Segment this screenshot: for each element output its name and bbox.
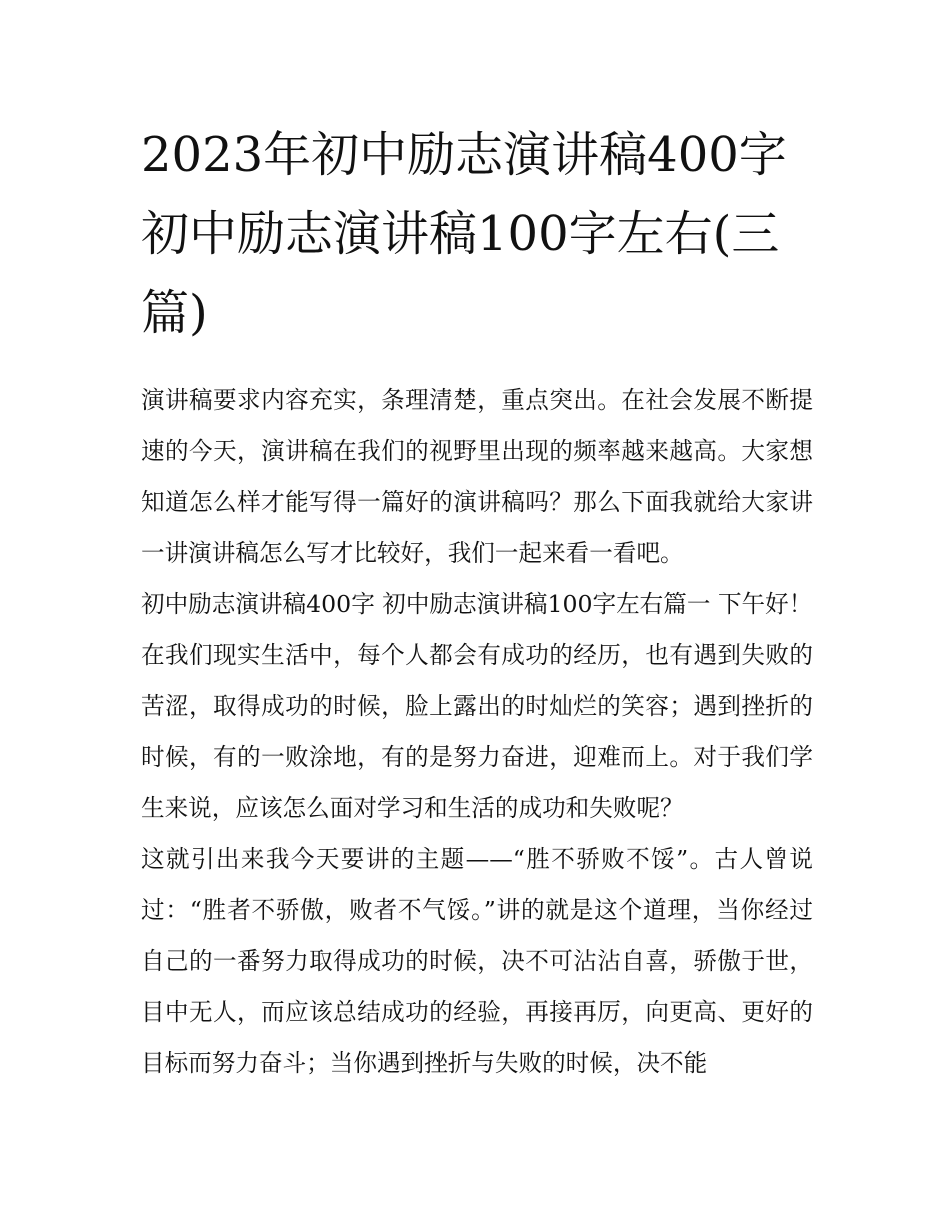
- document-content: [141, 116, 813, 1089]
- paragraph-intro: 演讲稿要求内容充实，条理清楚，重点突出。在社会发展不断提速的今天，演讲稿在我们的视野里出现的频率越来越高。大家想知道怎么样才能写得一篇好的演讲稿吗？那么下面我就给大家讲一讲演讲稿怎么写才比较好，我们一起来看一看吧。: [141, 386, 813, 567]
- paragraph-body-1: 在我们现实生活中，每个人都会有成功的经历，也有遇到失败的苦涩，取得成功的时候，脸上露出的时灿烂的笑容；遇到挫折的时候，有的一败涂地，有的是努力奋进，迎难而上。对于我们学生来说，应该怎么面对学习和生活的成功和失败呢？: [141, 641, 813, 822]
- paragraph-body-2: 这就引出来我今天要讲的主题——“胜不骄败不馁”。古人曾说过：“胜者不骄傲，败者不气馁。”讲的就是这个道理，当你经过自己的一番努力取得成功的时候，决不可沾沾自喜，骄傲于世，目中无人，而应该总结成功的经验，再接再厉，向更高、更好的目标而努力奋斗；当你遇到挫折与失败的时候，决不能: [141, 845, 813, 1077]
- paragraph-section-heading: 初中励志演讲稿400字 初中励志演讲稿100字左右篇一 下午好！: [141, 590, 813, 618]
- document-title: 2023年初中励志演讲稿400字 初中励志演讲稿100字左右(三篇): [141, 127, 787, 341]
- document-body: [141, 375, 813, 1089]
